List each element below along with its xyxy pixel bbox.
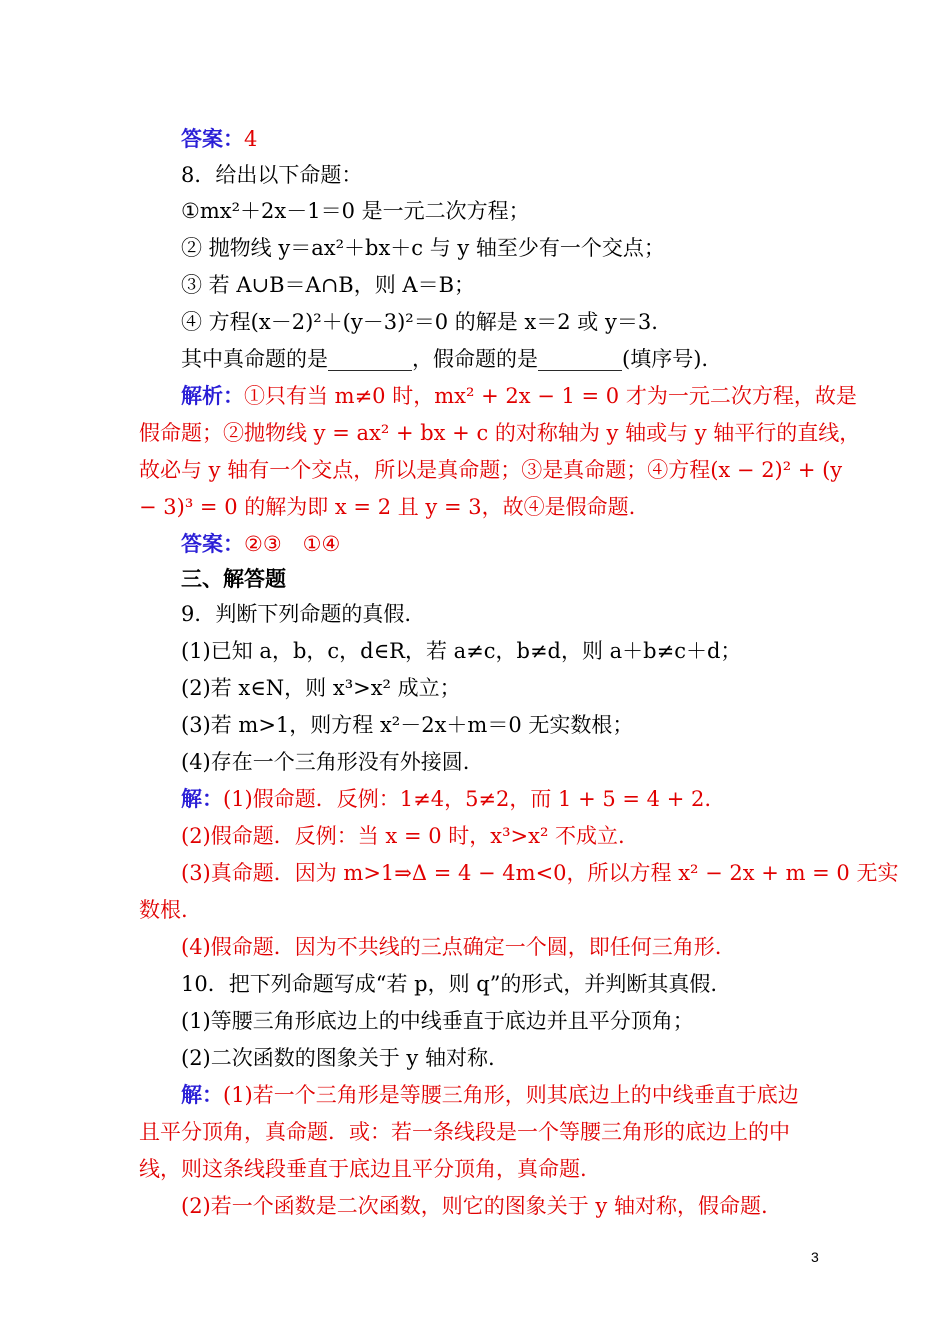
- text-span: (1)等腰三角形底边上的中线垂直于底边并且平分顶角；: [181, 1009, 694, 1033]
- text-span: (2)假命题．反例：当 x = 0 时，x³>x² 不成立.: [181, 824, 625, 848]
- text-span: 4: [244, 127, 258, 151]
- text-span: 假命题；②抛物线 y = ax² + bx + c 的对称轴为 y 轴或与 y 轴平行的直线，: [139, 421, 861, 445]
- text-span: 9．判断下列命题的真假.: [181, 602, 412, 626]
- text-span: 解：: [181, 1082, 223, 1107]
- text-span: 10．把下列命题写成“若 p，则 q”的形式，并判断其真假.: [181, 972, 718, 996]
- text-span: 解析：: [181, 383, 244, 408]
- text-span: 且平分顶角，真命题．或：若一条线段是一个等腰三角形的底边上的中: [139, 1120, 790, 1144]
- text-span: (3)若 m>1，则方程 x²－2x＋m＝0 无实数根；: [181, 713, 634, 737]
- text-span: 8．给出以下命题：: [181, 163, 363, 187]
- page-number: 3: [811, 1249, 819, 1265]
- text-span: (1)若一个三角形是等腰三角形，则其底边上的中线垂直于底边: [223, 1083, 799, 1107]
- text-line-sol9-3a: [181, 858, 898, 888]
- text-span: − 3)³ = 0 的解为即 x = 2 且 y = 3，故④是假命题.: [139, 495, 636, 519]
- text-line-sol9-4: [181, 932, 721, 962]
- text-line-sol9-3b: [139, 895, 188, 925]
- text-span: 故必与 y 轴有一个交点，所以是真命题；③是真命题；④方程(x − 2)² + (y: [139, 458, 843, 482]
- text-line-q8-ask: [181, 344, 708, 374]
- text-line-q10-1: [181, 1006, 694, 1036]
- text-line-q8-3: [181, 270, 475, 300]
- text-span: 解：: [181, 786, 223, 811]
- text-line-q9-3: [181, 710, 633, 740]
- text-span: ② 抛物线 y＝ax²＋bx＋c 与 y 轴至少有一个交点；: [181, 236, 665, 260]
- text-line-q9-4: [181, 747, 469, 777]
- text-line-sol8-4: [139, 492, 635, 522]
- text-line-ans7: [181, 124, 257, 154]
- text-line-sol8-1: [181, 381, 857, 411]
- text-span: 其中真命题的是________，假命题的是________(填序号).: [181, 347, 709, 371]
- text-line-q9-1: [181, 636, 741, 666]
- text-span: ②③ ①④: [244, 532, 341, 556]
- text-line-sol10-1c: [139, 1154, 587, 1184]
- text-span: ①mx²＋2x－1＝0 是一元二次方程；: [181, 199, 530, 223]
- text-span: (4)存在一个三角形没有外接圆.: [181, 750, 470, 774]
- text-line-q9: [181, 599, 411, 629]
- text-span: (2)若一个函数是二次函数，则它的图象关于 y 轴对称，假命题.: [181, 1194, 768, 1218]
- text-line-sol10-1b: [139, 1117, 790, 1147]
- text-line-q10: [181, 969, 717, 999]
- text-line-q8: [181, 160, 362, 190]
- text-span: 答案：: [181, 126, 244, 151]
- text-line-q8-4: [181, 307, 658, 337]
- text-span: (3)真命题．因为 m>1⇒Δ = 4 − 4m<0，所以方程 x² − 2x + m = 0 无实: [181, 861, 899, 885]
- text-span: ③ 若 A∪B＝A∩B，则 A＝B；: [181, 273, 476, 297]
- text-span: (4)假命题．因为不共线的三点确定一个圆，即任何三角形.: [181, 935, 722, 959]
- text-line-sol9-1: [181, 784, 711, 814]
- text-span: 数根.: [139, 898, 188, 922]
- text-span: ①只有当 m≠0 时，mx² + 2x − 1 = 0 才为一元二次方程，故是: [244, 384, 857, 408]
- text-line-q10-2: [181, 1043, 495, 1073]
- text-line-sol10-2: [181, 1191, 768, 1221]
- text-span: (1)假命题．反例：1≠4，5≠2，而 1 + 5 = 4 + 2.: [223, 787, 712, 811]
- text-span: 线，则这条线段垂直于底边且平分顶角，真命题.: [139, 1157, 587, 1181]
- text-line-q8-1: [181, 196, 530, 226]
- text-line-q9-2: [181, 673, 461, 703]
- text-line-ans8: [181, 529, 340, 559]
- text-span: 答案：: [181, 531, 244, 556]
- text-line-sec3: [181, 564, 286, 594]
- text-line-sol10-1a: [181, 1080, 799, 1110]
- text-span: (1)已知 a，b，c，d∈R，若 a≠c，b≠d，则 a＋b≠c＋d；: [181, 639, 742, 663]
- text-line-sol9-2: [181, 821, 625, 851]
- text-line-sol8-3: [139, 455, 842, 485]
- text-span: (2)若 x∈N，则 x³>x² 成立；: [181, 676, 461, 700]
- text-line-sol8-2: [139, 418, 860, 448]
- text-span: ④ 方程(x－2)²＋(y－3)²＝0 的解是 x＝2 或 y＝3.: [181, 310, 658, 334]
- text-span: 三、解答题: [181, 566, 286, 591]
- text-span: (2)二次函数的图象关于 y 轴对称.: [181, 1046, 495, 1070]
- text-line-q8-2: [181, 233, 665, 263]
